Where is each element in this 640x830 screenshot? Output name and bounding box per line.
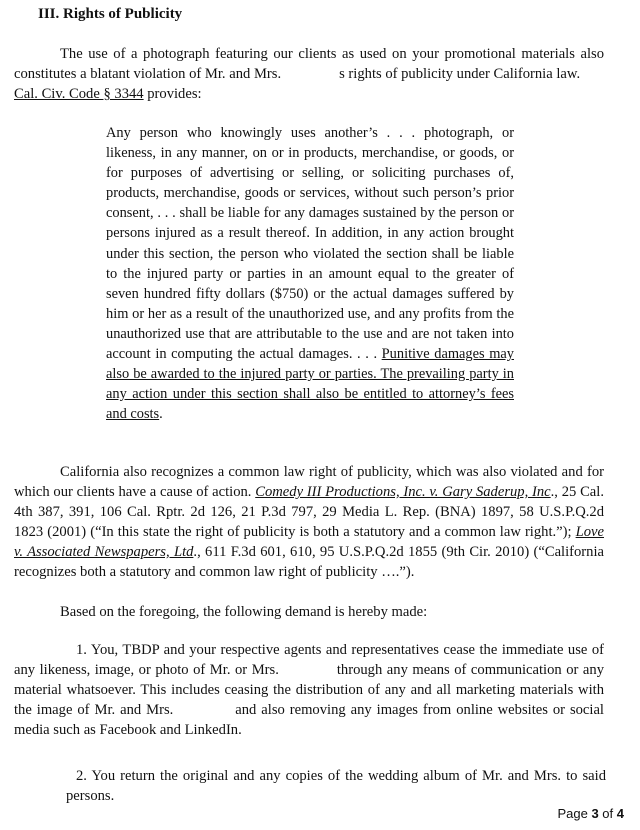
- case-citation-comedy: Comedy III Productions, Inc. v. Gary Saderup, Inc: [255, 484, 551, 500]
- demand-1-text-2: through any means of communication or any material whatsoever. This includes ceasing the distribution of any and all marketing materials with the image of Mr. and Mrs.: [14, 662, 604, 718]
- demand-1-text-3: and also removing any images from online websites or social media such as Facebook and LinkedIn.: [14, 702, 604, 738]
- statute-citation: Cal. Civ. Code § 3344: [14, 86, 144, 102]
- page-total: 4: [616, 806, 624, 821]
- page-number: Page 3 of 4: [557, 806, 624, 821]
- paragraph-intro: [14, 44, 604, 104]
- quote-end: .: [159, 406, 163, 423]
- common-law-text-1: California also recognizes a common law right of publicity, which was also violated and for which our clients have a cause of action.: [14, 464, 604, 500]
- quote-text: Any person who knowingly uses another’s . . . photograph, or likeness, in any manner, on or in products, merchandise, or goods, or for purposes of advertising or selling, or soliciting purchases of, products, merchandise, goods or services, without such person’s prior consent, . . . shall be liable for any damages sustained by the person or persons injured as a result thereof. In addition, in any action brought under this section, the person who violated the section shall be liable to the injured party or parties in an amount equal to the greater of seven hundred fifty dollars ($750) or the actual damages suffered by him or her as a result of the unauthorized use, and any profits from the unauthorized use that are attributable to the use and are not taken into account in computing the actual damages. . . .: [106, 125, 514, 363]
- demand-item-2: 2. You return the original and any copies of the wedding album of Mr. and Mrs. to said persons.: [66, 768, 606, 804]
- section-heading: III. Rights of Publicity: [38, 6, 183, 22]
- paragraph-common-law: [14, 462, 604, 582]
- intro-text-3: provides:: [143, 86, 202, 102]
- quote-underlined-text: Punitive damages may also be awarded to the injured party or parties. The prevailing party in any action under this section shall also be entitled to attorney’s fees and costs: [106, 346, 514, 423]
- demand-1-text-1: 1. You, TBDP and your respective agents and representatives cease the immediate use of any likeness, image, or photo of Mr. or Mrs.: [14, 642, 604, 678]
- intro-text-2: s rights of publicity under California law.: [339, 66, 581, 82]
- intro-text-1: The use of a photograph featuring our clients as used on your promotional materials also constitutes a blatant violation of Mr. and Mrs.: [14, 46, 604, 82]
- statute-block-quote: [106, 123, 514, 424]
- demand-item-1: [14, 640, 604, 740]
- case-citation-love: Love v. Associated Newspapers, Ltd: [14, 524, 604, 560]
- paragraph-demand-intro: Based on the foregoing, the following demand is hereby made:: [60, 604, 428, 620]
- page-current: 3: [591, 806, 599, 821]
- common-law-text-3: ., 611 F.3d 601, 610, 95 U.S.P.Q.2d 1855 (9th Cir. 2010) (“California recognizes both a statutory and common law right of publicity ….”).: [14, 544, 604, 580]
- common-law-text-2: ., 25 Cal. 4th 387, 391, 106 Cal. Rptr. 2d 126, 21 P.3d 797, 29 Media L. Rep. (BNA) 1897, 58 U.S.P.Q.2d 1823 (2001) (“In this state the right of publicity is both a statutory and a common law right.”);: [14, 484, 604, 540]
